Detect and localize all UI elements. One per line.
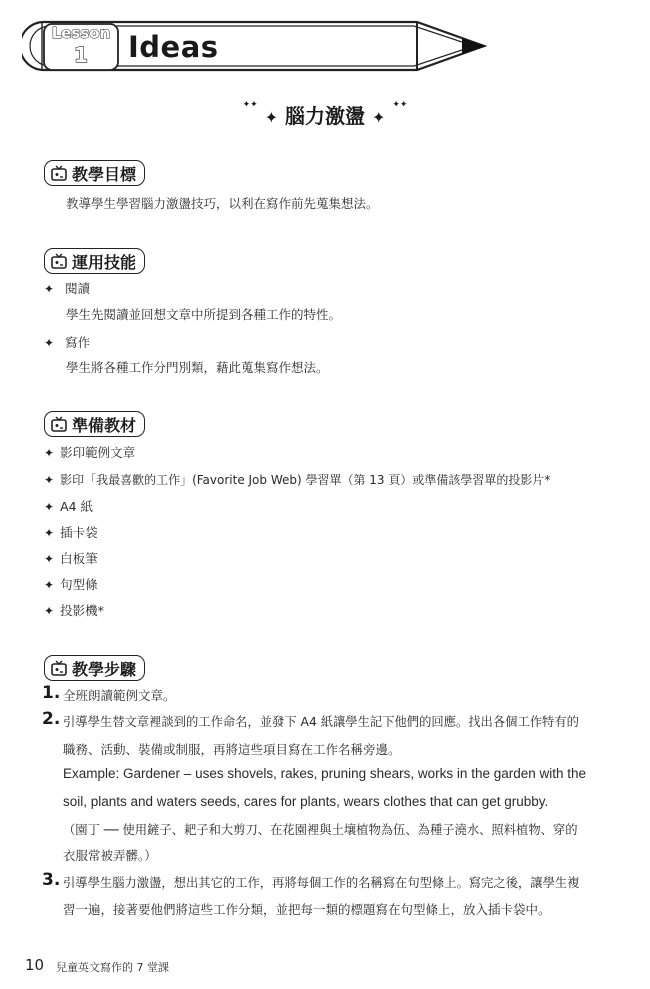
lesson-word: Lesson (51, 24, 111, 42)
star-bullet-icon: ✦ (44, 604, 55, 618)
skill-desc: 學生先閱讀並回想文章中所提到各種工作的特性。 (66, 307, 342, 322)
list-item (44, 442, 135, 461)
step-text: 習一遍，接著要他們將這些工作分類，並把每一類的標題寫在句型條上，放入插卡袋中。 (63, 902, 551, 917)
tv-icon (51, 165, 67, 181)
material-item: 投影機* (60, 603, 104, 618)
list-item (44, 548, 98, 567)
section-label-materials (44, 411, 145, 437)
star-bullet-icon: ✦ (44, 552, 55, 566)
skill-title: 寫作 (65, 335, 91, 350)
list-item (44, 278, 90, 297)
book-title: 兒童英文寫作的 7 堂課 (56, 961, 169, 974)
sparkle-icon: ✦✦ (392, 100, 408, 110)
page-title (0, 100, 650, 129)
star-bullet-icon: ✦ (44, 336, 55, 350)
step-text: 衣服常被弄髒。） (63, 848, 157, 863)
page-title-text: 腦力激盪 (285, 104, 365, 128)
tv-icon (51, 660, 67, 676)
step-text: 全班朗讀範例文章。 (63, 688, 176, 703)
step-example: soil, plants and waters seeds, cares for plants, wears clothes that can get grubby. (63, 794, 549, 809)
sparkle-icon: ✦ (264, 108, 279, 127)
tv-icon (51, 416, 67, 432)
step-number: 2. (42, 709, 61, 729)
material-item: 影印範例文章 (60, 445, 136, 460)
lesson-title: Ideas (128, 30, 219, 64)
material-item: 句型條 (60, 577, 98, 592)
list-item (44, 469, 550, 488)
step-number: 3. (42, 870, 61, 890)
section-label-objectives (44, 160, 145, 186)
section-label-skills (44, 248, 145, 274)
tv-icon (51, 253, 67, 269)
material-item: 白板筆 (60, 551, 98, 566)
step-text: 引導學生替文章裡談到的工作命名，並發下 A4 紙讓學生記下他們的回應。找出各個工作特有的 (63, 715, 579, 729)
step-text: 職務、活動、裝備或制服，再將這些項目寫在工作名稱旁邊。 (63, 742, 401, 757)
step-number: 1. (42, 683, 61, 703)
star-bullet-icon: ✦ (44, 446, 55, 460)
skill-desc: 學生將各種工作分門別類，藉此蒐集寫作想法。 (66, 360, 329, 375)
star-bullet-icon: ✦ (44, 526, 55, 540)
objectives-text: 教導學生學習腦力激盪技巧，以利在寫作前先蒐集想法。 (66, 196, 379, 211)
list-item (44, 522, 98, 541)
sparkle-icon: ✦ (371, 108, 386, 127)
step-example: Example: Gardener – uses shovels, rakes, pruning shears, works in the garden with the (63, 766, 587, 781)
star-bullet-icon: ✦ (44, 578, 55, 592)
section-label-text: 教學步驟 (72, 659, 137, 679)
section-label-text: 運用技能 (72, 252, 137, 272)
list-item (44, 332, 90, 351)
list-item (44, 600, 104, 619)
section-label-text: 教學目標 (72, 164, 137, 184)
section-label-steps (44, 655, 145, 681)
lesson-badge (44, 24, 118, 72)
material-item: A4 紙 (60, 499, 94, 514)
step-text: （園丁 ── 使用鏟子、耙子和大剪刀、在花園裡與土壤植物為伍、為種子澆水、照料植物、穿的 (63, 823, 578, 837)
skill-title: 閱讀 (65, 281, 91, 296)
star-bullet-icon: ✦ (44, 282, 55, 296)
star-bullet-icon: ✦ (44, 473, 55, 487)
list-item (44, 496, 93, 515)
star-bullet-icon: ✦ (44, 500, 55, 514)
lesson-number: 1 (74, 43, 88, 67)
material-item: 插卡袋 (60, 525, 98, 540)
section-label-text: 準備教材 (72, 415, 137, 435)
sparkle-icon: ✦✦ (242, 100, 258, 110)
page-number: 10 (25, 956, 45, 974)
list-item (44, 574, 98, 593)
step-text: 引導學生腦力激盪，想出其它的工作，再將每個工作的名稱寫在句型條上。寫完之後，讓學生複 (63, 876, 580, 890)
material-item: 影印「我最喜歡的工作」(Favorite Job Web) 學習單（第 13 頁）或準備該學習單的投影片* (60, 473, 551, 487)
